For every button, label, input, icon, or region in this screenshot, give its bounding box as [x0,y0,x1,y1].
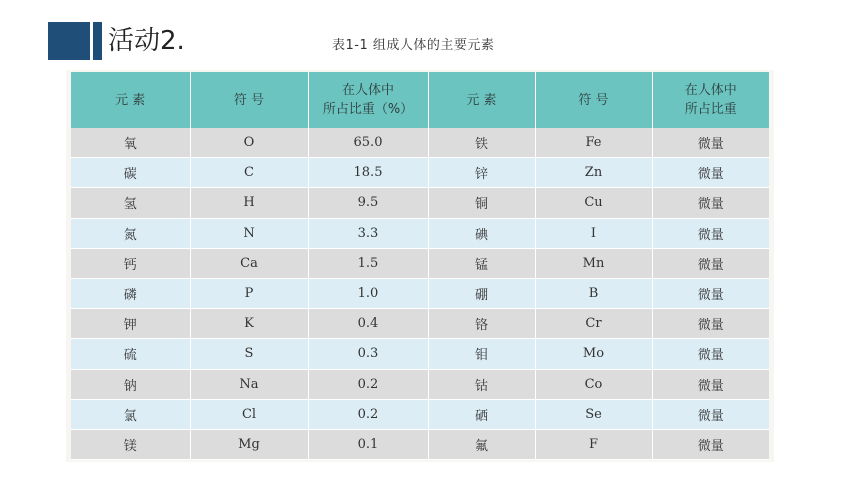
table-row [71,399,769,429]
table-row [71,369,769,399]
cell-proportion: 0.4 [308,309,428,339]
cell-symbol-trace: Zn [535,158,652,188]
cell-proportion-trace: 微量 [652,128,769,158]
cell-symbol: Cl [190,399,308,429]
cell-symbol: Mg [190,429,308,459]
cell-symbol-trace: Fe [535,128,652,158]
cell-symbol-trace: F [535,429,652,459]
cell-element: 钙 [71,248,190,278]
cell-element: 氢 [71,188,190,218]
cell-symbol: Ca [190,248,308,278]
header-symbol-2: 符 号 [535,72,652,128]
table-row [71,248,769,278]
cell-element: 碳 [71,158,190,188]
cell-element: 氧 [71,128,190,158]
header-symbol-1: 符 号 [190,72,308,128]
cell-element: 镁 [71,429,190,459]
cell-proportion-trace: 微量 [652,248,769,278]
cell-element-trace: 锰 [428,248,535,278]
table-row [71,278,769,308]
table-row [71,128,769,158]
header-accent-bar [93,22,102,60]
cell-proportion-trace: 微量 [652,369,769,399]
table-image-frame [66,70,774,462]
cell-proportion-trace: 微量 [652,218,769,248]
cell-symbol: O [190,128,308,158]
table-row [71,218,769,248]
cell-element-trace: 钴 [428,369,535,399]
cell-symbol: S [190,339,308,369]
cell-symbol-trace: Co [535,369,652,399]
cell-element-trace: 铜 [428,188,535,218]
cell-proportion: 1.5 [308,248,428,278]
elements-table [71,72,769,460]
header-element-2: 元 素 [428,72,535,128]
header-accent-block [48,22,90,60]
cell-proportion: 0.3 [308,339,428,369]
cell-element: 钠 [71,369,190,399]
activity-title: 活动2. [108,26,185,56]
cell-element: 钾 [71,309,190,339]
cell-element-trace: 钼 [428,339,535,369]
cell-proportion: 9.5 [308,188,428,218]
cell-proportion-trace: 微量 [652,339,769,369]
cell-proportion-trace: 微量 [652,188,769,218]
table-row [71,309,769,339]
cell-element: 磷 [71,278,190,308]
cell-element: 氮 [71,218,190,248]
cell-proportion: 0.1 [308,429,428,459]
cell-symbol-trace: Cr [535,309,652,339]
cell-symbol-trace: Mo [535,339,652,369]
cell-symbol: C [190,158,308,188]
header-proportion-1: 在人体中 所占比重（%） [308,72,428,128]
cell-element-trace: 铬 [428,309,535,339]
table-row [71,188,769,218]
cell-symbol-trace: I [535,218,652,248]
cell-symbol: P [190,278,308,308]
cell-element-trace: 铁 [428,128,535,158]
cell-proportion-trace: 微量 [652,158,769,188]
cell-proportion-trace: 微量 [652,399,769,429]
table-row [71,429,769,459]
cell-proportion: 65.0 [308,128,428,158]
cell-symbol-trace: Mn [535,248,652,278]
cell-element-trace: 氟 [428,429,535,459]
cell-symbol-trace: Cu [535,188,652,218]
cell-symbol: K [190,309,308,339]
cell-element: 硫 [71,339,190,369]
header-proportion-2: 在人体中 所占比重 [652,72,769,128]
cell-symbol-trace: Se [535,399,652,429]
cell-element-trace: 硼 [428,278,535,308]
table-row [71,158,769,188]
cell-symbol-trace: B [535,278,652,308]
cell-proportion: 0.2 [308,369,428,399]
cell-element-trace: 硒 [428,399,535,429]
cell-proportion: 0.2 [308,399,428,429]
cell-element-trace: 锌 [428,158,535,188]
cell-proportion: 18.5 [308,158,428,188]
cell-proportion-trace: 微量 [652,429,769,459]
cell-proportion: 3.3 [308,218,428,248]
cell-symbol: H [190,188,308,218]
table-row [71,339,769,369]
cell-symbol: Na [190,369,308,399]
cell-element: 氯 [71,399,190,429]
cell-element-trace: 碘 [428,218,535,248]
cell-symbol: N [190,218,308,248]
table-header-row [71,72,769,128]
cell-proportion: 1.0 [308,278,428,308]
cell-proportion-trace: 微量 [652,309,769,339]
cell-proportion-trace: 微量 [652,278,769,308]
table-caption: 表1-1 组成人体的主要元素 [332,38,495,53]
header-element-1: 元 素 [71,72,190,128]
